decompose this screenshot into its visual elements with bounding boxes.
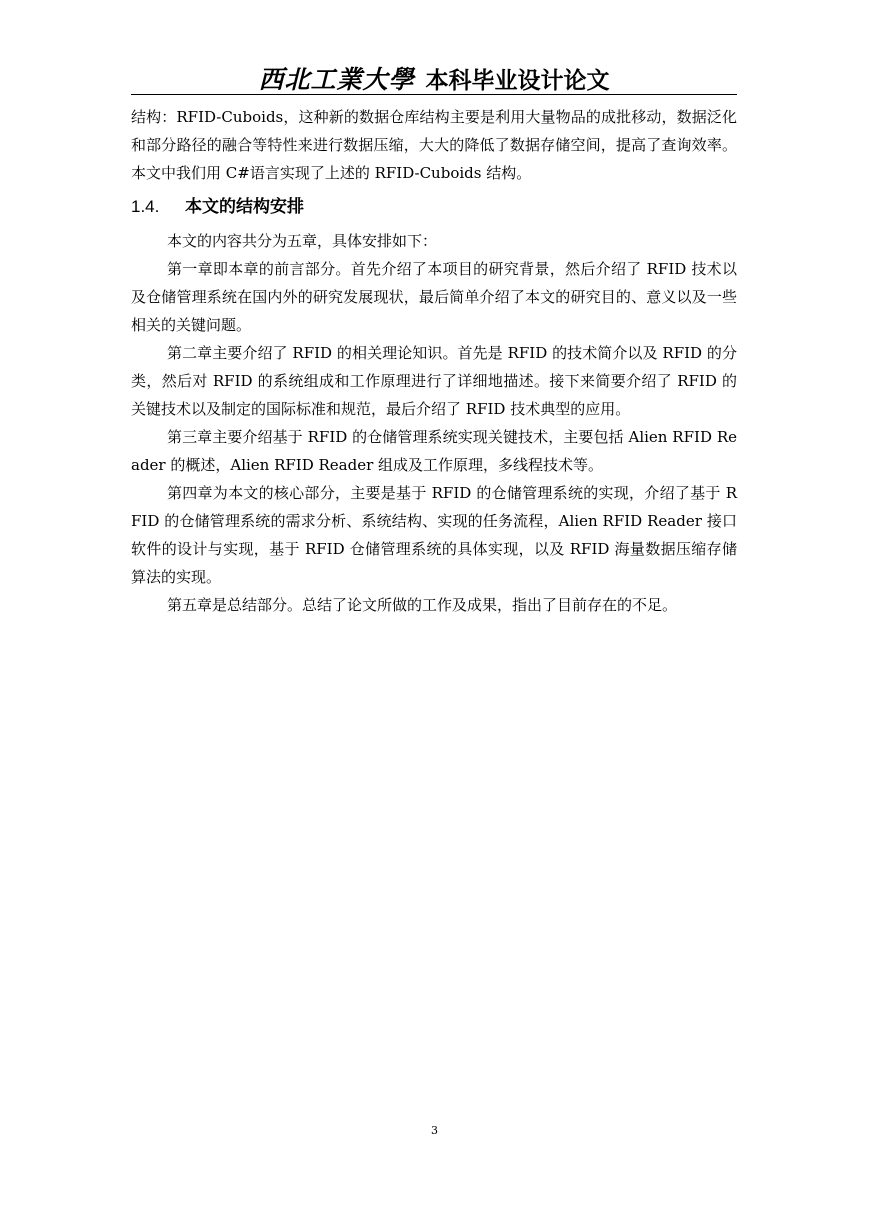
section-heading (131, 187, 737, 227)
intro-paragraph: 结构：RFID-Cuboids，这种新的数据仓库结构主要是利用大量物品的成批移动，数据泛化和部分路径的融合等特性来进行数据压缩，大大的降低了数据存储空间，提高了查询效率。本文中我们用 C#语言实现了上述的 RFID-Cuboids 结构。 (131, 108, 737, 182)
paragraph-chapter-3: 第三章主要介绍基于 RFID 的仓储管理系统实现关键技术，主要包括 Alien RFID Reader 的概述，Alien RFID Reader 组成及工作原理，多线程技术等。 (131, 428, 737, 474)
university-name: 西北工業大學 (258, 65, 415, 94)
section-number: 1.4. (131, 197, 160, 216)
paragraph-chapter-5: 第五章是总结部分。总结了论文所做的工作及成果，指出了目前存在的不足。 (167, 596, 678, 614)
paragraph-chapter-4: 第四章为本文的核心部分，主要是基于 RFID 的仓储管理系统的实现，介绍了基于 RFID 的仓储管理系统的需求分析、系统结构、实现的任务流程，Alien RFID Reader 接口软件的设计与实现，基于 RFID 仓储管理系统的具体实现，以及 RFID 海量数据压缩存储算法的实现。 (131, 484, 737, 586)
page-header (131, 60, 737, 94)
page-number: 3 (431, 1124, 438, 1137)
section-title: 本文的结构安排 (185, 197, 304, 217)
document-body (131, 103, 737, 619)
paragraph-chapter-2: 第二章主要介绍了 RFID 的相关理论知识。首先是 RFID 的技术简介以及 RFID 的分类，然后对 RFID 的系统组成和工作原理进行了详细地描述。接下来简要介绍了 RFID 的关键技术以及制定的国际标准和规范，最后介绍了 RFID 技术典型的应用。 (131, 344, 737, 418)
paragraph-overview: 本文的内容共分为五章，具体安排如下： (167, 232, 438, 250)
paragraph-chapter-1: 第一章即本章的前言部分。首先介绍了本项目的研究背景，然后介绍了 RFID 技术以及仓储管理系统在国内外的研究发展现状，最后简单介绍了本文的研究目的、意义以及一些相关的关键问题。 (131, 260, 737, 334)
thesis-type-title: 本科毕业设计论文 (425, 68, 610, 94)
header-divider (131, 94, 737, 95)
